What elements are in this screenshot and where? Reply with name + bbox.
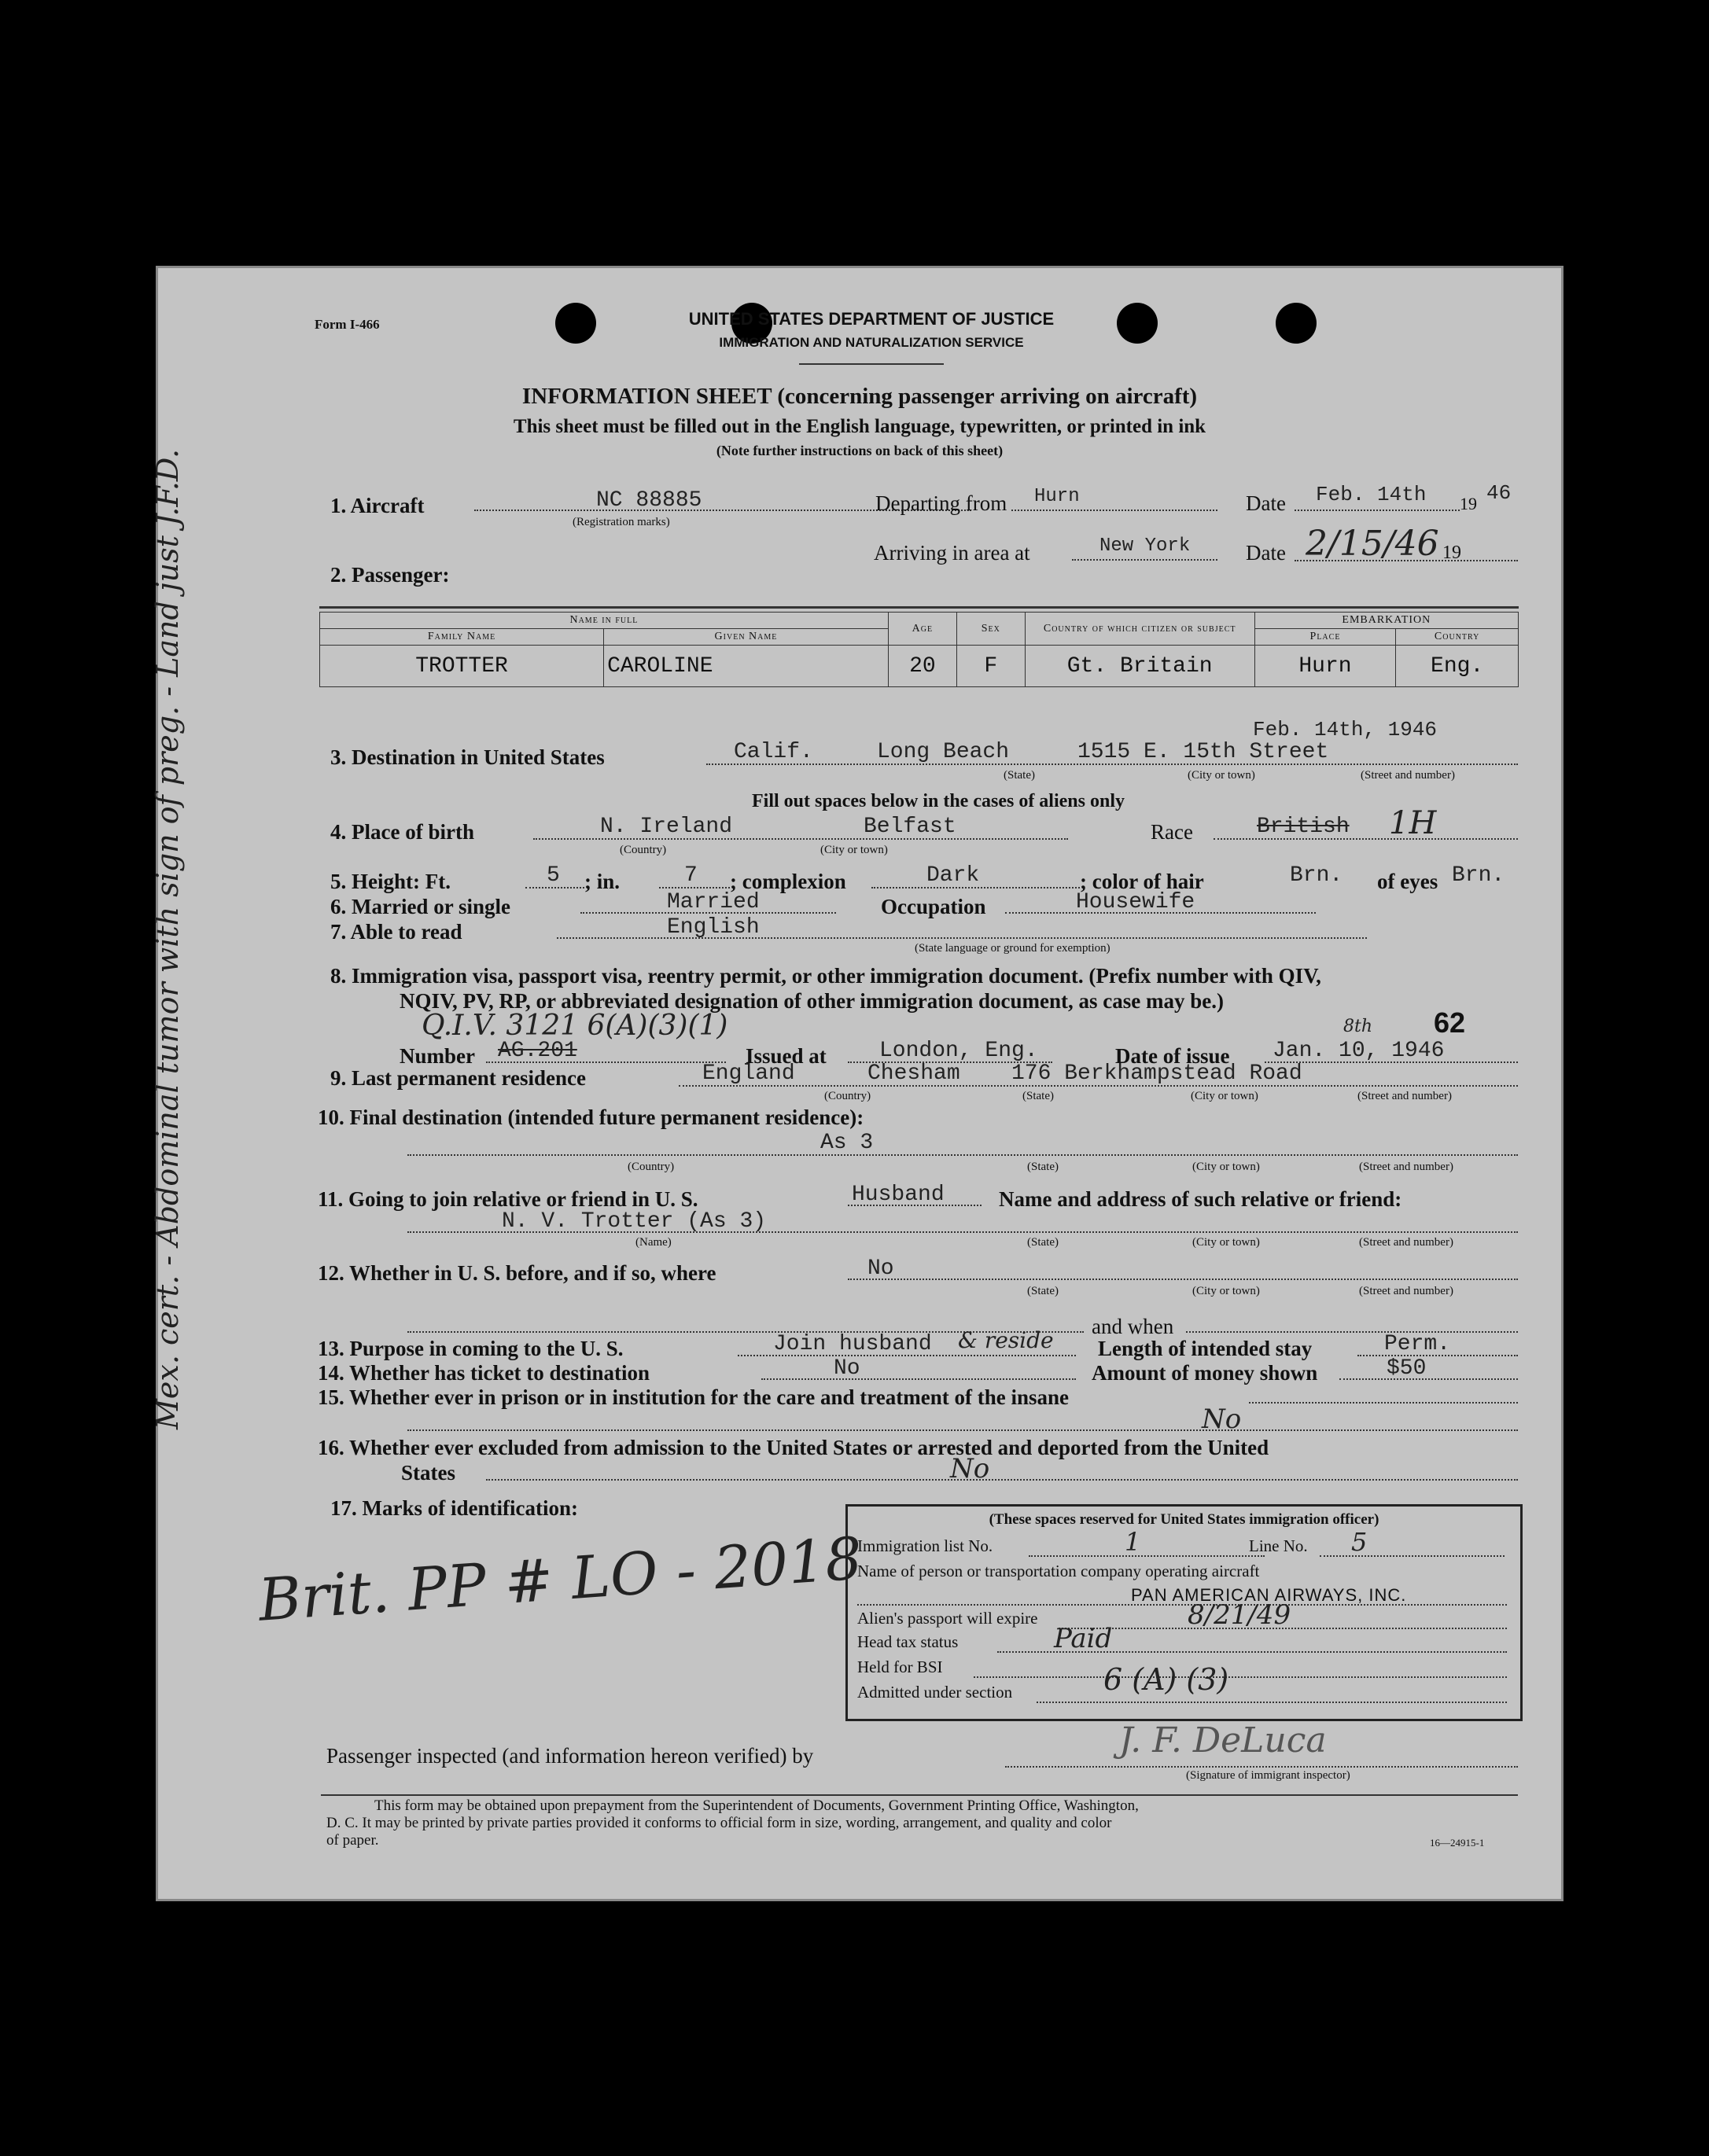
prison-label: 15. Whether ever in prison or in institution for the care and treatment of the insane <box>318 1385 1069 1409</box>
caption-country: (Country) <box>628 1161 675 1173</box>
section-value: 6 (A) (3) <box>1103 1662 1229 1697</box>
instruction-note: (Note further instructions on back of this sheet) <box>716 443 1004 458</box>
caption-city: (City or town) <box>1192 1236 1260 1249</box>
field-line <box>486 1061 726 1063</box>
caption-street: (Street and number) <box>1357 1090 1452 1102</box>
aircraft-caption: (Registration marks) <box>573 516 670 528</box>
list-label: Immigration list No. <box>857 1536 993 1555</box>
field-line <box>1214 838 1518 840</box>
relative-address-label: Name and address of such relative or friend: <box>999 1187 1402 1211</box>
officer-box-title: (These spaces reserved for United States immigration officer) <box>989 1511 1379 1528</box>
caption-state: (State) <box>1022 1090 1054 1102</box>
caption-state: (State) <box>1027 1285 1059 1297</box>
tax-status-value: Paid <box>1054 1623 1113 1654</box>
form-number: Form I-466 <box>315 317 380 332</box>
caption-state: (State) <box>1004 769 1035 782</box>
height-feet: 5 <box>547 863 560 888</box>
name-in-full-header: Name in full <box>320 613 889 629</box>
field-line <box>679 1085 1518 1087</box>
table-rule <box>319 606 1519 609</box>
caption-street: (Street and number) <box>1359 1285 1453 1297</box>
stay-value: Perm. <box>1384 1332 1451 1356</box>
prison-value: No <box>1202 1404 1242 1435</box>
field-line <box>857 1604 1507 1606</box>
caption-street: (Street and number) <box>1361 769 1455 782</box>
year-value: 46 <box>1486 481 1512 505</box>
occupation-label: Occupation <box>881 895 986 918</box>
date2-label: Date <box>1246 541 1286 565</box>
complexion-value: Dark <box>926 863 980 888</box>
departing-label: Departing from <box>875 491 1007 515</box>
field-line <box>1186 1331 1518 1333</box>
final-destination-value: As 3 <box>820 1131 874 1155</box>
hair-value: Brn. <box>1290 863 1343 888</box>
purpose-label: 13. Purpose in coming to the U. S. <box>318 1337 624 1360</box>
caption-city: (City or town) <box>1192 1161 1260 1173</box>
inspection-label: Passenger inspected (and information hereon verified) by <box>326 1744 814 1768</box>
field-line <box>659 887 730 889</box>
age-header: Age <box>888 613 956 646</box>
instruction-text: This sheet must be filled out in the English language, typewritten, or printed in ink <box>513 416 1206 437</box>
money-value: $50 <box>1387 1356 1427 1381</box>
occupation-value: Housewife <box>1076 890 1195 914</box>
field-line <box>848 1205 982 1206</box>
read-caption: (State language or ground for exemption) <box>915 942 1110 955</box>
given-name-header: Given Name <box>604 629 889 646</box>
issued-value: London, Eng. <box>879 1039 1038 1063</box>
country-header: Country <box>1396 629 1519 646</box>
caption-city: (City or town) <box>1192 1285 1260 1297</box>
field-line <box>407 1154 1518 1156</box>
race-label: Race <box>1151 820 1193 844</box>
embark-country-value: Eng. <box>1396 646 1519 687</box>
destination-city: Long Beach <box>877 740 1010 764</box>
list-value: 1 <box>1125 1527 1141 1557</box>
issued-label: Issued at <box>746 1044 827 1068</box>
field-line <box>1249 1402 1518 1404</box>
line-label: Line No. <box>1249 1536 1308 1555</box>
residence-country: England <box>702 1061 795 1086</box>
field-line <box>407 1231 1518 1233</box>
join-relative-label: 11. Going to join relative or friend in U. S. <box>318 1187 698 1211</box>
embark-place-value: Hurn <box>1254 646 1396 687</box>
sex-value: F <box>956 646 1025 687</box>
field-line <box>738 1355 1076 1356</box>
footer-text-1: This form may be obtained upon prepayment from the Superintendent of Documents, Government Printing Office, Washington, <box>374 1797 1139 1814</box>
field-line <box>761 1378 1076 1380</box>
number-label: Number <box>400 1044 475 1068</box>
footer-text-2: D. C. It may be printed by private parties provided it conforms to official form in size, wording, arrangement, and quality and color <box>326 1815 1112 1831</box>
caption-city: (City or town) <box>820 844 888 856</box>
doi-value: Jan. 10, 1946 <box>1273 1039 1445 1063</box>
field-line <box>557 937 1367 939</box>
citizenship-value: Gt. Britain <box>1025 646 1254 687</box>
field-line <box>848 1279 1518 1280</box>
year2-suffix: 19 <box>1442 543 1461 563</box>
doi-correction: 8th <box>1343 1017 1373 1036</box>
inches-label: ; in. <box>584 870 621 893</box>
departing-value: Hurn <box>1034 486 1080 507</box>
signature-line <box>1005 1766 1518 1768</box>
caption-state: (State) <box>1027 1161 1059 1173</box>
field-line <box>1072 559 1217 561</box>
tax-status-label: Head tax status <box>857 1632 959 1651</box>
field-line <box>706 763 1518 765</box>
citizenship-header: Country of which citizen or subject <box>1025 613 1254 646</box>
year-prefix: 19 <box>1460 494 1477 513</box>
family-name-value: TROTTER <box>320 646 604 687</box>
footer-code: 16—24915-1 <box>1430 1837 1485 1849</box>
race-mark: 1H <box>1389 805 1437 841</box>
field-line <box>1295 510 1460 511</box>
header-rule <box>799 363 944 365</box>
margin-note: Mex. cert. - Abdominal tumor with sign of preg. - Land just J.F.D. <box>150 448 185 1429</box>
age-value: 20 <box>888 646 956 687</box>
residence-city: Chesham <box>867 1061 960 1086</box>
sex-header: Sex <box>956 613 1025 646</box>
arriving-value: New York <box>1099 535 1191 557</box>
caption-state: (State) <box>1027 1236 1059 1249</box>
field-line <box>974 1676 1507 1678</box>
field-line <box>1029 1555 1265 1557</box>
date-value: Feb. 14th <box>1316 483 1427 506</box>
inspector-signature: J. F. DeLuca <box>1119 1720 1327 1760</box>
aircraft-label: 1. Aircraft <box>330 494 425 517</box>
company-label: Name of person or transportation company operating aircraft <box>857 1562 1260 1580</box>
purpose-value: Join husband <box>773 1332 932 1356</box>
us-before-label: 12. Whether in U. S. before, and if so, where <box>318 1261 716 1285</box>
line-value: 5 <box>1351 1527 1368 1557</box>
field-line <box>486 1479 1518 1481</box>
date2-value: 2/15/46 <box>1306 524 1439 564</box>
date-label: Date <box>1246 491 1286 515</box>
marital-value: Married <box>667 890 760 914</box>
field-line <box>1320 1555 1505 1557</box>
eyes-label: of eyes <box>1377 870 1438 893</box>
footer-rule <box>321 1794 1518 1796</box>
service-name: IMMIGRATION AND NATURALIZATION SERVICE <box>719 335 1024 350</box>
final-destination-label: 10. Final destination (intended future permanent residence): <box>318 1106 864 1129</box>
aliens-note: Fill out spaces below in the cases of aliens only <box>751 791 1125 811</box>
caption-city: (City or town) <box>1191 1090 1258 1102</box>
ticket-label: 14. Whether has ticket to destination <box>318 1361 650 1385</box>
ticket-value: No <box>834 1356 860 1381</box>
race-value: British <box>1257 815 1350 839</box>
field-line <box>1295 560 1518 561</box>
number-value: AG.201 <box>498 1039 577 1063</box>
footer-text-3: of paper. <box>326 1832 379 1849</box>
complexion-label: ; complexion <box>730 870 846 893</box>
given-name-value: CAROLINE <box>604 646 889 687</box>
arriving-label: Arriving in area at <box>874 541 1030 565</box>
punch-hole <box>1276 303 1317 344</box>
read-label: 7. Able to read <box>330 920 462 944</box>
destination-date-note: Feb. 14th, 1946 <box>1253 718 1438 741</box>
embarkation-header: EMBARKATION <box>1254 613 1518 629</box>
identification-handwritten: Brit. PP # LO - 2018 <box>256 1525 865 1635</box>
height-inches: 7 <box>684 863 698 888</box>
visa-label-2: NQIV, PV, RP, or abbreviated designation of other immigration document, as case may be.) <box>400 989 1225 1013</box>
relative-name-value: N. V. Trotter (As 3) <box>502 1209 767 1234</box>
destination-street: 1515 E. 15th Street <box>1077 740 1329 764</box>
field-line <box>997 1651 1507 1653</box>
field-line <box>1011 510 1217 511</box>
visa-label: 8. Immigration visa, passport visa, reentry permit, or other immigration document. (Prefix number with QIV, <box>330 964 1321 988</box>
field-line <box>871 887 1080 889</box>
caption-street: (Street and number) <box>1359 1161 1453 1173</box>
identification-label: 17. Marks of identification: <box>330 1496 578 1520</box>
field-line <box>407 1429 1518 1431</box>
place-header: Place <box>1254 629 1396 646</box>
aircraft-value: NC 88885 <box>596 488 702 513</box>
stay-label: Length of intended stay <box>1098 1337 1313 1360</box>
join-relative-value: Husband <box>852 1183 945 1207</box>
department-name: UNITED STATES DEPARTMENT OF JUSTICE <box>688 309 1055 329</box>
punch-hole <box>555 303 596 344</box>
visa-handwritten: Q.I.V. 3121 6(A)(3)(1) <box>422 1010 728 1042</box>
birth-country: N. Ireland <box>600 815 733 839</box>
field-line <box>533 838 1068 840</box>
family-name-header: Family Name <box>320 629 604 646</box>
caption-country: (Country) <box>824 1090 871 1102</box>
field-line <box>1265 1061 1518 1063</box>
us-before-value: No <box>867 1256 894 1281</box>
excluded-label-2: States <box>401 1461 455 1485</box>
marital-label: 6. Married or single <box>330 895 510 918</box>
field-line <box>525 887 584 889</box>
passenger-label: 2. Passenger: <box>330 563 450 587</box>
passenger-table <box>319 612 1519 687</box>
destination-state: Calif. <box>734 740 813 764</box>
caption-name: (Name) <box>635 1236 672 1249</box>
destination-label: 3. Destination in United States <box>330 745 605 769</box>
field-line <box>580 912 836 914</box>
punch-hole <box>1117 303 1158 344</box>
caption-country: (Country) <box>620 844 667 856</box>
doi-label: Date of issue <box>1115 1044 1230 1068</box>
caption-city: (City or town) <box>1188 769 1255 782</box>
caption-street: (Street and number) <box>1359 1236 1453 1249</box>
bsi-label: Held for BSI <box>857 1657 943 1676</box>
field-line <box>1037 1702 1507 1703</box>
excluded-value: No <box>950 1453 990 1485</box>
field-line <box>1339 1378 1518 1380</box>
visa-stamp-number: 62 <box>1434 1006 1466 1039</box>
page-title: INFORMATION SHEET (concerning passenger arriving on aircraft) <box>521 384 1198 409</box>
field-line <box>1059 1628 1507 1629</box>
birthplace-label: 4. Place of birth <box>330 820 474 844</box>
section-label: Admitted under section <box>857 1683 1013 1702</box>
hair-label: ; color of hair <box>1080 870 1204 893</box>
birth-city: Belfast <box>864 815 956 839</box>
and-when-label: and when <box>1092 1315 1174 1338</box>
passport-expire-label: Alien's passport will expire <box>857 1609 1038 1628</box>
form-sheet <box>150 266 1564 1901</box>
read-value: English <box>667 915 760 940</box>
money-label: Amount of money shown <box>1092 1361 1318 1385</box>
field-line <box>1357 1355 1518 1356</box>
purpose-handwritten: & reside <box>958 1327 1054 1353</box>
residence-label: 9. Last permanent residence <box>330 1066 586 1090</box>
passport-expire-value: 8/21/49 <box>1188 1599 1291 1631</box>
residence-street: 176 Berkhampstead Road <box>1011 1061 1302 1086</box>
excluded-label: 16. Whether ever excluded from admission to the United States or arrested and deported from the United <box>318 1436 1269 1459</box>
company-value: PAN AMERICAN AIRWAYS, INC. <box>1131 1585 1407 1605</box>
field-line <box>1005 912 1316 914</box>
eyes-value: Brn. <box>1452 863 1505 888</box>
officer-box <box>845 1504 1523 1721</box>
signature-caption: (Signature of immigrant inspector) <box>1186 1769 1350 1782</box>
height-label: 5. Height: Ft. <box>330 870 451 893</box>
